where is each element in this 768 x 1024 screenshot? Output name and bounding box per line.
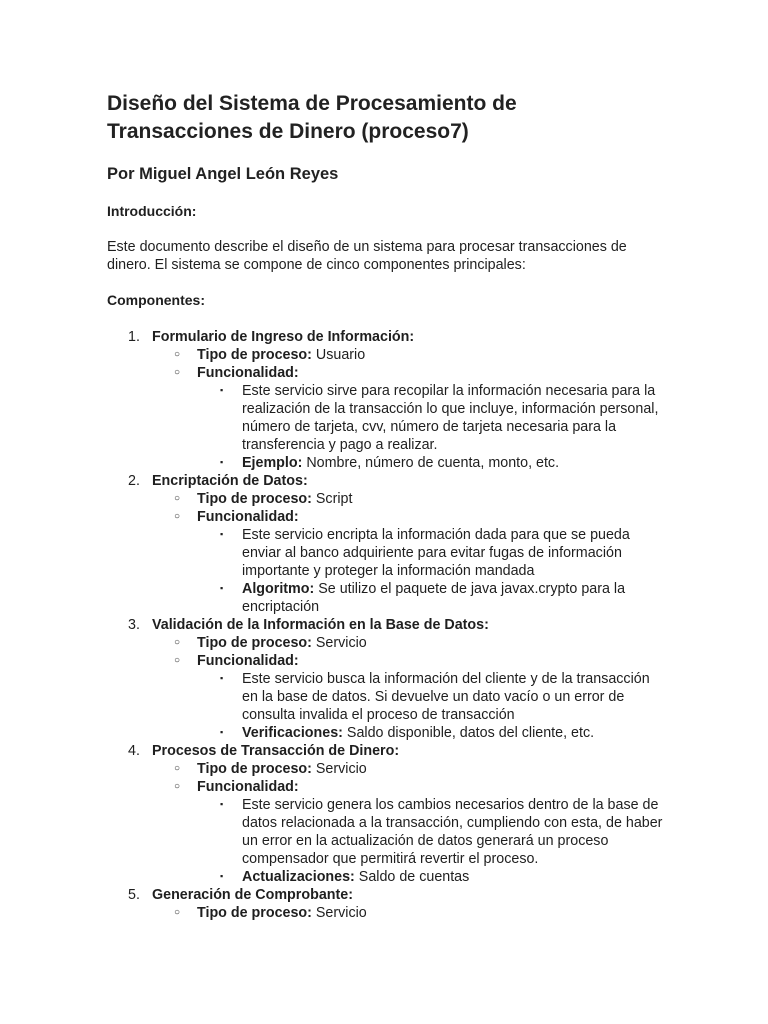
circle-bullet-icon: ○: [174, 763, 181, 774]
func-label: Funcionalidad:: [197, 365, 299, 381]
func-description: Este servicio encripta la información dada para que se pueda enviar al banco adquiriente para evitar fugas de información importante y proteger la información mandada: [242, 527, 630, 579]
tipo-value: Servicio: [311, 905, 367, 921]
tipo-label: Tipo de proceso:: [197, 761, 312, 777]
sub-item: [107, 364, 667, 382]
detail-item: [107, 454, 667, 472]
square-bullet-icon: ▪: [220, 727, 224, 737]
detail-item: [107, 724, 667, 742]
component-item: [107, 886, 667, 904]
square-bullet-icon: ▪: [220, 529, 224, 539]
circle-bullet-icon: ○: [174, 655, 181, 666]
detail-item: [107, 868, 667, 886]
component-name: Formulario de Ingreso de Información:: [152, 329, 415, 345]
tipo-label: Tipo de proceso:: [197, 635, 312, 651]
square-bullet-icon: ▪: [220, 799, 224, 809]
sub-item: [107, 634, 667, 652]
intro-heading: Introducción:: [107, 203, 197, 219]
detail-item: [107, 526, 667, 580]
square-bullet-icon: ▪: [220, 673, 224, 683]
square-bullet-icon: ▪: [220, 583, 224, 593]
components-heading: Componentes:: [107, 292, 205, 308]
component-name: Encriptación de Datos:: [152, 473, 308, 489]
func-description: Este servicio busca la información del cliente y de la transacción en la base de datos. Si devuelve un dato vacío o un error de consulta invalida el proceso de transacción: [242, 671, 650, 723]
sub-item: [107, 346, 667, 364]
detail-item: [107, 796, 667, 868]
sub-item: [107, 904, 667, 922]
extra-label: Ejemplo:: [242, 455, 303, 471]
document-title: Diseño del Sistema de Procesamiento de Transacciones de Dinero (proceso7): [107, 92, 517, 143]
detail-item: [107, 382, 667, 454]
component-item: [107, 616, 667, 634]
component-name: Generación de Comprobante:: [152, 887, 353, 903]
circle-bullet-icon: ○: [174, 781, 181, 792]
tipo-value: Script: [311, 491, 353, 507]
func-label: Funcionalidad:: [197, 653, 299, 669]
tipo-label: Tipo de proceso:: [197, 491, 312, 507]
sub-item: [107, 760, 667, 778]
item-number: 2.: [128, 473, 140, 489]
circle-bullet-icon: ○: [174, 493, 181, 504]
func-description: Este servicio genera los cambios necesarios dentro de la base de datos relacionada a la transacción, cumpliendo con esta, de haber un error en la actualización de datos generará un proceso compensador que permitirá revertir el proceso.: [242, 797, 663, 867]
tipo-value: Servicio: [311, 761, 367, 777]
extra-value: Saldo de cuentas: [354, 869, 470, 885]
tipo-value: Usuario: [311, 347, 366, 363]
tipo-label: Tipo de proceso:: [197, 905, 312, 921]
sub-item: [107, 508, 667, 526]
func-label: Funcionalidad:: [197, 779, 299, 795]
component-item: [107, 472, 667, 490]
extra-label: Algoritmo:: [242, 581, 315, 597]
component-item: [107, 328, 667, 346]
intro-paragraph: Este documento describe el diseño de un sistema para procesar transacciones de dinero. El sistema se compone de cinco componentes principales:: [107, 239, 627, 273]
circle-bullet-icon: ○: [174, 511, 181, 522]
circle-bullet-icon: ○: [174, 637, 181, 648]
func-label: Funcionalidad:: [197, 509, 299, 525]
document-page: [107, 90, 667, 921]
extra-label: Actualizaciones:: [242, 869, 355, 885]
item-number: 1.: [128, 329, 140, 345]
circle-bullet-icon: ○: [174, 907, 181, 918]
detail-item: [107, 670, 667, 724]
component-name: Validación de la Información en la Base de Datos:: [152, 617, 489, 633]
circle-bullet-icon: ○: [174, 367, 181, 378]
sub-item: [107, 652, 667, 670]
square-bullet-icon: ▪: [220, 871, 224, 881]
components-list: [107, 328, 667, 922]
tipo-value: Servicio: [311, 635, 367, 651]
component-name: Procesos de Transacción de Dinero:: [152, 743, 400, 759]
item-number: 3.: [128, 617, 140, 633]
sub-item: [107, 490, 667, 508]
detail-item: [107, 580, 667, 616]
item-number: 5.: [128, 887, 140, 903]
extra-label: Verificaciones:: [242, 725, 343, 741]
extra-value: Saldo disponible, datos del cliente, etc.: [342, 725, 595, 741]
component-item: [107, 742, 667, 760]
circle-bullet-icon: ○: [174, 349, 181, 360]
extra-value: Se utilizo el paquete de java javax.crypto para la encriptación: [242, 581, 626, 615]
tipo-label: Tipo de proceso:: [197, 347, 312, 363]
author-line: Por Miguel Angel León Reyes: [107, 165, 339, 183]
sub-item: [107, 778, 667, 796]
extra-value: Nombre, número de cuenta, monto, etc.: [302, 455, 560, 471]
square-bullet-icon: ▪: [220, 457, 224, 467]
item-number: 4.: [128, 743, 140, 759]
func-description: Este servicio sirve para recopilar la información necesaria para la realización de la transacción lo que incluye, información personal, número de tarjeta, cvv, número de tarjeta necesaria para la transferencia y pago a realizar.: [242, 383, 659, 453]
square-bullet-icon: ▪: [220, 385, 224, 395]
